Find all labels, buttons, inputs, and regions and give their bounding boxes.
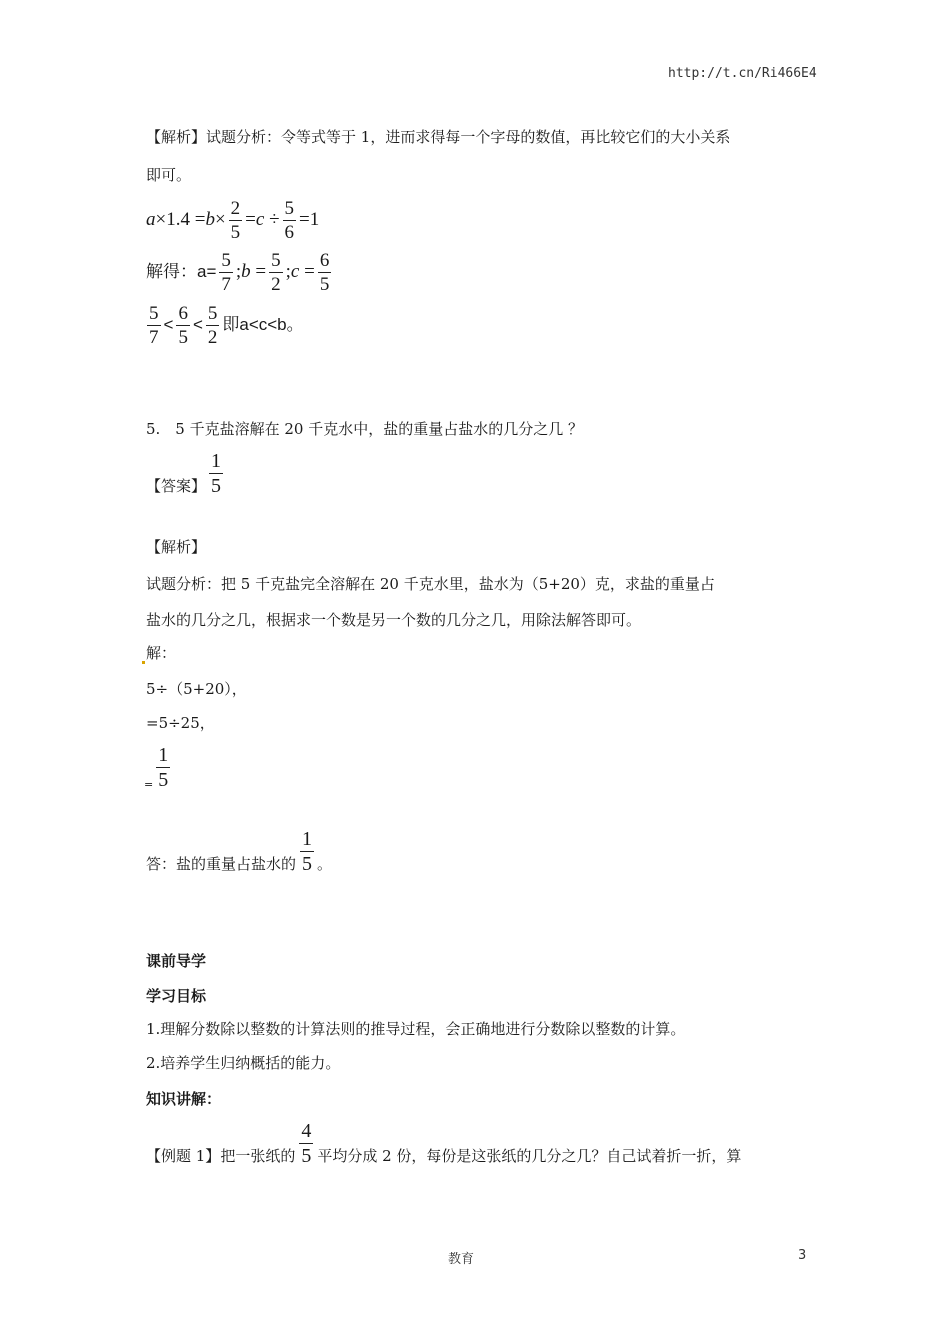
eq1-a: a: [146, 209, 156, 230]
goal-2: 2.培养学生归纳概括的能力。: [146, 1054, 341, 1072]
eq3-fraction-1: [147, 303, 161, 348]
conclusion-pre: 答：盐的重量占盐水的: [146, 855, 297, 873]
step3-fraction: [156, 744, 170, 791]
example-fraction: [299, 1120, 313, 1167]
analysis-label: 【解析】: [146, 538, 207, 556]
example-den: 5: [301, 1145, 312, 1167]
eq3-fraction-2: [176, 303, 190, 348]
eq1-f2-num: 5: [284, 198, 294, 219]
eq2-sep1: ;: [235, 261, 242, 282]
eq2-fc-den: 5: [319, 274, 330, 295]
eq3-f3-num: 5: [207, 303, 218, 324]
eq3-f1-den: 7: [149, 327, 159, 348]
section-title-goals: 学习目标: [146, 987, 207, 1005]
eq1-fraction-2: [283, 198, 297, 243]
eq2-b: b: [241, 261, 251, 282]
equation-3: [144, 303, 304, 348]
eq2-prefix: 解得：: [146, 262, 197, 282]
eq1-times: ×: [214, 209, 226, 230]
eq2-fa-num: 5: [221, 250, 231, 271]
eq1-f2-den: 6: [284, 222, 294, 243]
eq2-eq-c: =: [299, 261, 315, 282]
eq1-div: ÷: [264, 209, 280, 230]
eq1-end: =1: [299, 209, 320, 230]
conclusion-fraction: [300, 828, 314, 875]
eq2-a: a=: [197, 262, 217, 281]
eq3-tail: 即a<c<b。: [222, 315, 304, 334]
conclusion-den: 5: [302, 853, 313, 875]
section-title-knowledge: 知识讲解：: [146, 1090, 222, 1108]
step-2: =5÷25，: [146, 714, 215, 732]
eq2-fa-den: 7: [221, 274, 231, 295]
eq1-f1-num: 2: [230, 198, 241, 219]
eq2-fraction-b: [269, 250, 283, 295]
eq1-fraction-1: [229, 198, 243, 243]
example-pre: 把一张纸的: [220, 1147, 296, 1165]
eq2-fb-num: 5: [271, 250, 281, 271]
question-5: 5. 5 千克盐溶解在 20 千克水中，盐的重量占盐水的几分之几 ？: [146, 420, 584, 438]
eq3-fraction-3: [206, 303, 220, 348]
example-label: 【例题 1】: [146, 1147, 221, 1165]
equation-2: [146, 250, 334, 295]
example-1: [146, 1120, 741, 1167]
eq2-fb-den: 2: [271, 274, 281, 295]
answer-num: 1: [211, 450, 222, 472]
eq2-fc-num: 6: [319, 250, 330, 271]
conclusion: [146, 828, 332, 875]
step-3: [144, 744, 173, 791]
footer-center: 教育: [448, 1252, 475, 1267]
eq3-f1-num: 5: [149, 303, 159, 324]
eq2-eq-b: =: [250, 261, 267, 282]
solve-row: [142, 642, 176, 664]
step3-num: 1: [158, 744, 169, 766]
answer-den: 5: [211, 475, 222, 497]
analysis1-line1: 【解析】试题分析：令等式等于 1，进而求得每一个字母的数值，再比较它们的大小关系: [146, 128, 731, 146]
step-1: 5÷（5+20），: [146, 680, 247, 698]
section-title-preview: 课前导学: [146, 952, 207, 970]
eq2-fraction-a: [219, 250, 233, 295]
eq3-lt2: <: [192, 315, 203, 334]
answer-fraction: [209, 450, 223, 497]
answer-label: 【答案】: [146, 477, 207, 495]
eq2-sep2: ;: [285, 261, 291, 282]
analysis-line2: 盐水的几分之几，根据求一个数是另一个数的几分之几，用除法解答即可。: [146, 611, 642, 629]
step3-eq: =: [144, 778, 154, 791]
eq3-f2-num: 6: [178, 303, 188, 324]
eq3-f2-den: 5: [178, 327, 188, 348]
edit-mark: [142, 661, 145, 664]
eq3-f3-den: 2: [207, 327, 218, 348]
conclusion-post: 。: [317, 855, 333, 873]
header-url[interactable]: http://t.cn/Ri466E4: [668, 66, 817, 81]
solve-label: 解：: [146, 644, 177, 662]
goal-1: 1.理解分数除以整数的计算法则的推导过程，会正确地进行分数除以整数的计算。: [146, 1020, 686, 1038]
analysis1-line2: 即可。: [146, 166, 192, 184]
equation-1: [146, 198, 319, 243]
example-num: 4: [301, 1120, 312, 1142]
eq3-lt1: <: [163, 315, 174, 334]
example-post: 平均分成 2 份，每份是这张纸的几分之几？自己试着折一折，算: [317, 1147, 742, 1165]
eq1-b: b: [205, 209, 215, 230]
eq1-times14: ×1.4 =: [155, 209, 206, 230]
eq1-c: c: [255, 209, 265, 230]
eq2-c: c: [290, 261, 300, 282]
eq1-eq: =: [245, 209, 256, 230]
conclusion-num: 1: [302, 828, 313, 850]
step3-den: 5: [158, 769, 169, 791]
eq1-f1-den: 5: [230, 222, 241, 243]
page-number: 3: [798, 1248, 807, 1263]
answer-row: [146, 450, 226, 497]
eq2-fraction-c: [318, 250, 332, 295]
analysis-line1: 试题分析：把 5 千克盐完全溶解在 20 千克水里，盐水为（5+20）克，求盐的重量占: [146, 575, 715, 593]
